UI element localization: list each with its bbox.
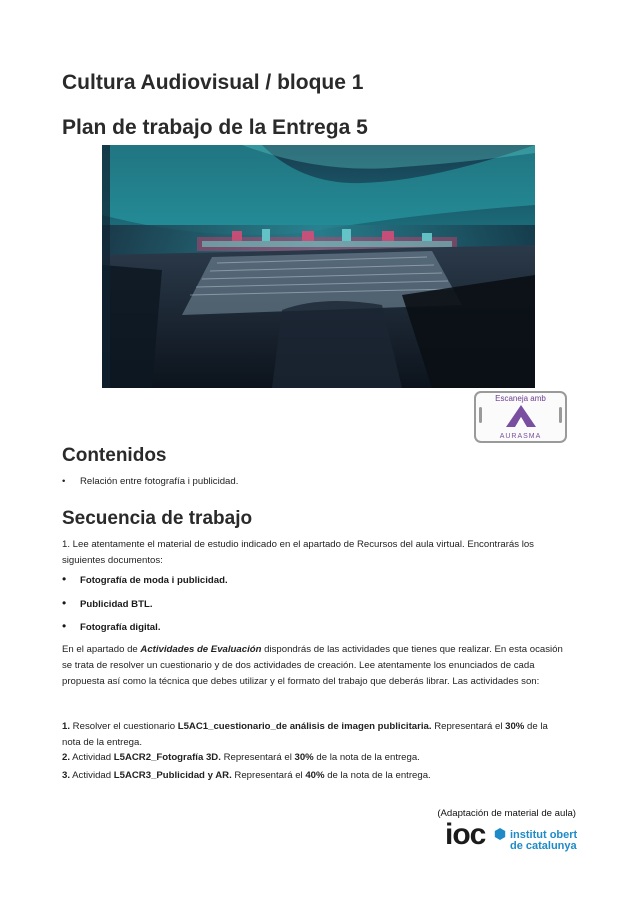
activity-weight: 30% xyxy=(294,752,314,763)
activity-text: de la nota de la entrega. xyxy=(62,721,548,748)
activity-text: Actividad xyxy=(70,770,114,781)
activity-weight: 30% xyxy=(505,721,525,732)
eval-text-pre: En el apartado de xyxy=(62,644,141,655)
evaluation-paragraph xyxy=(62,642,568,690)
list-item xyxy=(62,596,153,610)
activity-item xyxy=(62,750,568,766)
institution-line-1: institut obert xyxy=(510,829,578,841)
aurasma-scan-label: Escaneja amb xyxy=(495,394,546,403)
activity-number: 1. xyxy=(62,721,71,732)
hero-photo-graphic xyxy=(102,145,535,388)
activity-text: Actividad xyxy=(70,752,114,763)
contenidos-item-text: Relación entre fotografía i publicidad. xyxy=(80,476,239,487)
activity-number: 2. xyxy=(62,752,71,763)
hexagon-icon xyxy=(494,828,506,840)
activity-item xyxy=(62,768,568,784)
document-title: Fotografía digital. xyxy=(80,622,161,633)
plan-title: Plan de trabajo de la Entrega 5 xyxy=(62,116,368,139)
course-title: Cultura Audiovisual / bloque 1 xyxy=(62,71,364,94)
secuencia-intro: 1. Lee atentamente el material de estudio indicado en el apartado de Recursos del aula virtual. Encontrarás los siguientes documentos: xyxy=(62,539,534,566)
document-title: Fotografía de moda i publicidad. xyxy=(80,575,228,586)
bullet-icon: • xyxy=(62,619,67,633)
hero-photo xyxy=(102,145,535,388)
activity-name: L5AC1_cuestionario_de análisis de imagen publicitaria. xyxy=(177,721,432,732)
activity-text: Representará el xyxy=(231,770,306,781)
ioc-logo xyxy=(445,818,579,856)
activity-text: Representará el xyxy=(431,721,506,732)
list-item xyxy=(62,474,238,490)
eval-text-post: dispondrás de las actividades que tienes que realizar. En esta ocasión se trata de resolver un cuestionario y de dos actividades de creación. Lee atentamente los enunciados de cada propuesta así como la técnica que debes utilizar y el formato del trabajo que deberás librar. Las actividades son: xyxy=(62,644,563,687)
activity-weight: 40% xyxy=(305,770,325,781)
list-item xyxy=(62,572,228,586)
ioc-logo-text: ioc xyxy=(445,818,486,851)
activity-name: L5ACR2_Fotografía 3D. xyxy=(113,752,221,763)
activity-text: de la nota de la entrega. xyxy=(324,770,431,781)
contenidos-heading: Contenidos xyxy=(62,445,167,466)
adaptation-note: (Adaptación de material de aula) xyxy=(437,808,576,819)
eval-link-text: Actividades de Evaluación xyxy=(140,644,262,655)
bullet-icon: • xyxy=(62,596,67,610)
activity-text: de la nota de la entrega. xyxy=(313,752,420,763)
institution-line-2: de catalunya xyxy=(510,840,577,852)
activity-text: Representará el xyxy=(220,752,295,763)
document-title: Publicidad BTL. xyxy=(80,599,153,610)
activity-text: Resolver el cuestionario xyxy=(70,721,178,732)
aurasma-brand-label: AURASMA xyxy=(499,433,542,440)
bullet-icon: • xyxy=(62,476,66,487)
activity-number: 3. xyxy=(62,770,71,781)
aurasma-scan-badge[interactable] xyxy=(474,391,567,443)
activity-name: L5ACR3_Publicidad y AR. xyxy=(113,770,232,781)
aurasma-logo-icon xyxy=(504,404,538,428)
list-item xyxy=(62,619,160,633)
phone-frame-right xyxy=(559,407,562,423)
bullet-icon: • xyxy=(62,572,67,586)
institution-name xyxy=(510,830,577,852)
secuencia-heading: Secuencia de trabajo xyxy=(62,508,253,529)
phone-frame-left xyxy=(479,407,482,423)
activity-item xyxy=(62,719,568,751)
